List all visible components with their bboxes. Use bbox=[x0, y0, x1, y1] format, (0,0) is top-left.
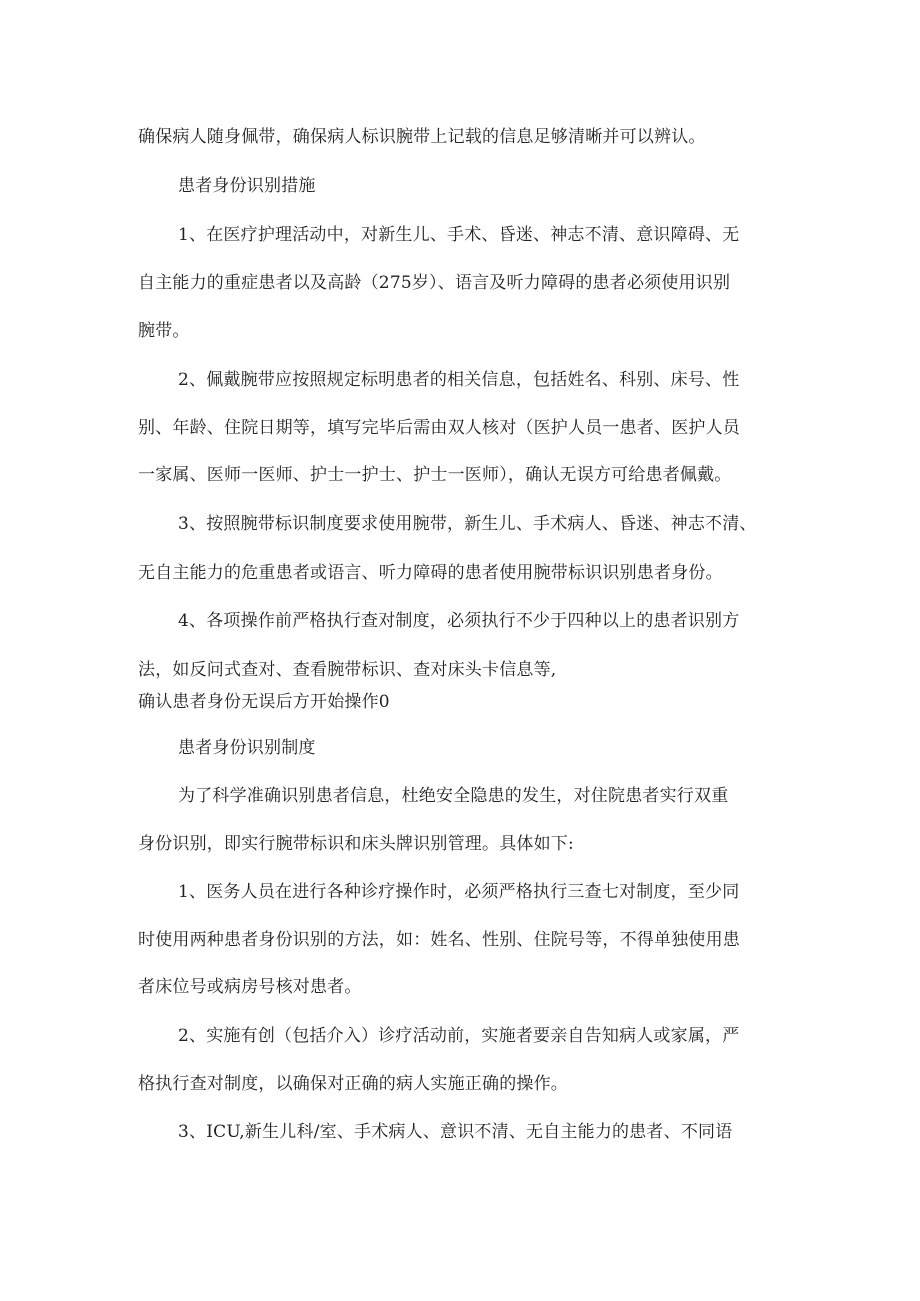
policy-intro-line-1: 为了科学准确识别患者信息，杜绝安全隐患的发生，对住院患者实行双重 bbox=[178, 786, 729, 806]
section-heading-policy: 患者身份识别制度 bbox=[178, 738, 316, 758]
measure-2-line-2: 别、年龄、住院日期等，填写完毕后需由双人核对（医护人员一患者、医护人员 bbox=[138, 418, 740, 438]
measure-1-line-2: 自主能力的重症患者以及高龄（275岁）、语言及听力障碍的患者必须使用识别 bbox=[138, 273, 731, 293]
measure-3-line-2: 无自主能力的危重患者或语言、听力障碍的患者使用腕带标识识别患者身份。 bbox=[138, 563, 723, 583]
measure-4-line-2: 法，如反问式查对、查看腕带标识、查对床头卡信息等, bbox=[138, 660, 557, 680]
measure-1-line-1: 1、在医疗护理活动中，对新生儿、手术、昏迷、神志不清、意识障碍、无 bbox=[178, 225, 740, 245]
policy-intro-line-2: 身份识别，即实行腕带标识和床头牌识别管理。具体如下: bbox=[138, 834, 574, 854]
measure-2-line-3: 一家属、医师一医师、护士一护士、护士一医师），确认无误方可给患者佩戴。 bbox=[138, 465, 732, 485]
measure-2-line-1: 2、佩戴腕带应按照规定标明患者的相关信息，包括姓名、科别、床号、性 bbox=[178, 370, 740, 390]
measure-1-line-3: 腕带。 bbox=[138, 321, 190, 341]
measure-4-line-1: 4、各项操作前严格执行查对制度，必须执行不少于四种以上的患者识别方 bbox=[178, 611, 740, 631]
policy-1-line-1: 1、医务人员在进行各种诊疗操作时，必须严格执行三查七对制度，至少同 bbox=[178, 882, 740, 902]
policy-2-line-1: 2、实施有创（包括介入）诊疗活动前，实施者要亲自告知病人或家属，严 bbox=[178, 1026, 740, 1046]
policy-1-line-2: 时使用两种患者身份识别的方法，如：姓名、性别、住院号等，不得单独使用患 bbox=[138, 930, 740, 950]
section-heading-measures: 患者身份识别措施 bbox=[178, 176, 316, 196]
policy-1-line-3: 者床位号或病房号核对患者。 bbox=[138, 977, 362, 997]
intro-line-1: 确保病人随身佩带，确保病人标识腕带上记载的信息足够清晰并可以辨认。 bbox=[138, 127, 706, 147]
measure-3-line-1: 3、按照腕带标识制度要求使用腕带，新生儿、手术病人、昏迷、神志不清、 bbox=[178, 514, 757, 534]
policy-3-line-1: 3、ICU,新生儿科/室、手术病人、意识不清、无自主能力的患者、不同语 bbox=[178, 1122, 733, 1142]
policy-2-line-2: 格执行查对制度，以确保对正确的病人实施正确的操作。 bbox=[138, 1074, 568, 1094]
measure-4-line-3: 确认患者身份无误后方开始操作0 bbox=[138, 692, 390, 712]
